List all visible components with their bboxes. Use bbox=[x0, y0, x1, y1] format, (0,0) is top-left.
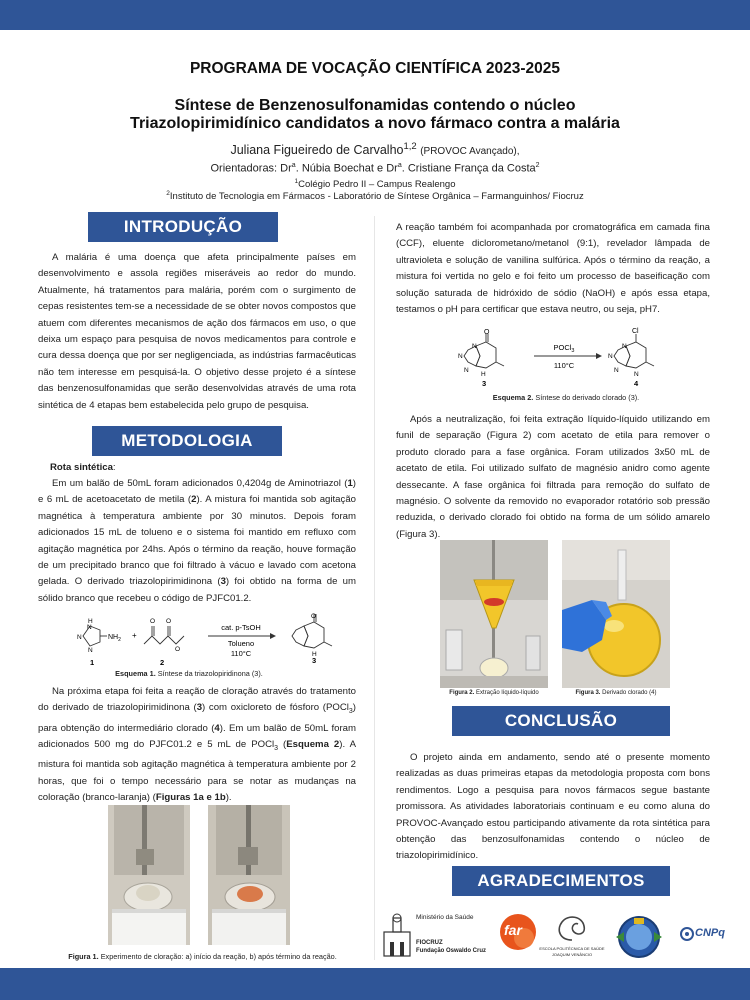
aff1-text: Colégio Pedro II – Campus Realengo bbox=[298, 179, 456, 191]
p2-d: ). Em um balão de 50mL foram adicionados 500 mg do PJFC01.2 e 5 mL de POCl bbox=[38, 722, 356, 751]
method-paragraph-1 bbox=[38, 476, 356, 607]
intro-paragraph: A malária é uma doença que afeta principalmente países em desenvolvimento e assola regiões miseráveis ao redor do mundo. Atualmente, há tratamentos para malária, porém com o surgimento de cepas resistentes tem-se a necessidade de se obter novos compostos que atuem com diferentes mecanismos de ação dos fármacos em uso, o que deixa um espaço para pesquisa de novos medicamentos para controle e cura dessa doença que por ser negligenciada, as indústrias farmacêuticas não tem interesse em pesquisá-la. O objetivo desse projeto é a síntese das benzenosulfonamidas que serão desenvolvidas através de uma rota sintética de 4 etapas bem estabelecida pelo grupo de pesquisa. bbox=[38, 252, 356, 411]
s1-atom-o2: O bbox=[166, 618, 172, 625]
s1-arrowhead bbox=[270, 633, 276, 639]
author-sup: 1,2 bbox=[403, 141, 417, 152]
p1-n2: 2 bbox=[191, 494, 197, 506]
fundacao-text: Fundação Oswaldo Cruz bbox=[416, 948, 487, 954]
p1-d: ) foi obtido na forma de um sólido branco que recebeu o código de PJFC01.2. bbox=[38, 576, 357, 604]
p1-b: ) e 6 mL de acetoacetato de metila ( bbox=[38, 478, 356, 506]
p2-sub: 3 bbox=[348, 708, 353, 716]
s1-reagent: cat. p-TsOH bbox=[221, 623, 261, 632]
s2-cap-bold: Esquema 2. bbox=[492, 393, 534, 402]
route-label: Rota sintética bbox=[50, 462, 113, 473]
s2-label-4: 4 bbox=[634, 379, 639, 388]
p1-n1: 1 bbox=[347, 478, 353, 489]
s1-cap-bold: Esquema 1. bbox=[115, 669, 156, 678]
figure-3-photo bbox=[562, 540, 670, 688]
p2-g: ). bbox=[225, 792, 232, 804]
aff2-sup: 2 bbox=[166, 190, 170, 197]
f1-cap-bold: Figura 1. bbox=[68, 952, 99, 961]
top-band bbox=[0, 0, 750, 30]
s1-atom-n1: N bbox=[87, 624, 92, 631]
figure-1b-photo bbox=[208, 805, 290, 945]
s2-arrowhead bbox=[596, 353, 602, 359]
figure-3-caption bbox=[562, 690, 670, 696]
far-logo bbox=[498, 908, 538, 960]
s2-reactant-n3: N bbox=[464, 367, 469, 374]
escola-text: ESCOLA POLITÉCNICA DE SAÚDE bbox=[539, 946, 605, 951]
f3-cap-bold: Figura 3. bbox=[575, 690, 601, 696]
advisor-sup-a2: a bbox=[397, 162, 402, 169]
s1-atom-n2: N bbox=[77, 634, 82, 641]
advisors-line: Orientadoras: Dr$^a$. Núbia Boechat e Dr$^a$. Cristiane França da Costa$^2$ bbox=[210, 162, 540, 175]
s1-plus: + bbox=[132, 631, 137, 640]
advisor-2: Cristiane França da Costa bbox=[407, 162, 536, 175]
fiocruz-logo bbox=[380, 910, 490, 960]
p2-sub2: 3 bbox=[274, 745, 279, 753]
cnpq-text: CNPq bbox=[695, 927, 725, 939]
s1-label-1: 1 bbox=[90, 658, 95, 667]
s1-temp: 110°C bbox=[230, 649, 252, 658]
s2-product-n1: N bbox=[608, 353, 613, 360]
s1-label-3: 3 bbox=[312, 656, 317, 665]
s2-reactant-o: O bbox=[484, 329, 490, 336]
s1-atom-n3: N bbox=[88, 647, 93, 654]
right-paragraph-2: Após a neutralização, foi feita extração líquido-líquido utilizando em funil de separação (Figura 2) com acetato de etila para remover o produto clorado para a fase orgânica. Foram utilizados 3x50 mL de acetato de etila. Foi utilizado sulfato de magnésio anidro como agente dessecante. A fase orgânica foi filtrada para remoção do sulfato de magnésio. O solvente da removido no evaporador rotatório sob pressão reduzida, o derivado clorado foi obtido na forma de um sólido amarelo (Figura 3). bbox=[396, 414, 710, 540]
s2-cap-text: Síntese do derivado clorado (3). bbox=[535, 393, 640, 402]
ack-heading: AGRADECIMENTOS bbox=[452, 866, 670, 896]
f1-cap-text: Experimento de cloração: a) início da reação, b) após término da reação. bbox=[100, 952, 337, 961]
advisor-sup-a1: a bbox=[291, 162, 296, 169]
p2-fig: Figuras 1a e 1b bbox=[155, 792, 226, 804]
far-text: far bbox=[504, 922, 522, 938]
s1-label-2: 2 bbox=[160, 658, 165, 667]
p2-f: ). A mistura foi mantida sob agitação magnética à temperatura ambiente por 2 horas, que foi o tempo necessário para se notar as mudanças na coloração (branco-laranja) ( bbox=[38, 739, 356, 804]
s2-reactant-n1: N bbox=[458, 353, 463, 360]
s1-product-o: O bbox=[311, 613, 317, 620]
affiliation-2 bbox=[0, 190, 750, 202]
compound-4-structure bbox=[614, 334, 654, 368]
p2-n3: 3 bbox=[196, 702, 203, 714]
p2-n4: 4 bbox=[214, 722, 220, 734]
s1-product-h: H bbox=[312, 651, 317, 658]
s2-temp: 110°C bbox=[553, 361, 575, 370]
s1-atom-o3: O bbox=[175, 646, 181, 653]
figure-2-photo bbox=[440, 540, 548, 688]
advisors-prefix: Orientadoras: Dr bbox=[210, 162, 292, 175]
s2-product-n2: N bbox=[622, 343, 627, 350]
f3-cap-text: Derivado clorado (4) bbox=[602, 690, 657, 696]
bottom-band bbox=[0, 968, 750, 1000]
author-note: (PROVOC Avançado), bbox=[420, 146, 520, 158]
conclusion-heading: CONCLUSÃO bbox=[452, 706, 670, 736]
s2-reagent: POCl$_3$ bbox=[553, 343, 575, 354]
method-heading: METODOLOGIA bbox=[92, 426, 282, 456]
s1-atom-h: H bbox=[88, 618, 93, 625]
scheme-2 bbox=[454, 326, 684, 394]
program-title: PROGRAMA DE VOCAÇÃO CIENTÍFICA 2023-2025 bbox=[189, 60, 561, 77]
conclusion-paragraph: O projeto ainda em andamento, sendo até o presente momento realizadas as duas primeiras etapas da metodologia proposta com bons rendimentos. Logo a pesquisa para novos fármacos segue bastante promissora. As atividades laboratoriais continuam e eu como aluna do PROVOC-Avançado estou participando ativamente da rota sintética para obtenção das benzosulfonamidas contendo o núcleo de triazolopirimidínico. bbox=[396, 752, 710, 862]
column-divider bbox=[374, 216, 375, 960]
aff1-sup: 1 bbox=[294, 178, 299, 185]
method-paragraph-2 bbox=[38, 684, 356, 807]
compound-3-structure bbox=[464, 334, 504, 368]
advisor-sup-2: 2 bbox=[535, 162, 540, 169]
s1-atom-o1: O bbox=[150, 618, 156, 625]
intro-heading: INTRODUÇÃO bbox=[88, 212, 278, 242]
fiocruz-text: FIOCRUZ bbox=[416, 940, 443, 946]
author-name: Juliana Figueiredo de Carvalho bbox=[230, 143, 404, 158]
ministry-text: Ministério da Saúde bbox=[416, 914, 474, 921]
s2-reactant-n2: N bbox=[472, 343, 477, 350]
s1-solvent: Tolueno bbox=[227, 639, 255, 648]
p1-c: ). A mistura foi mantida sob agitação magnética à temperatura ambiente por 30 minutos. Depois foram adicionados 15 mL de tolueno e o sistema foi mantido em refluxo com agitação magnética por 24hs. Após o término da reação, houve formação de um precipitado branco que foi filtrado à vácuo e lavado com acetona gelada. O derivado triazolopirimidinona ( bbox=[38, 494, 356, 588]
title-line-2: Triazolopirimidínico candidatos a novo fármaco contra a malária bbox=[130, 115, 620, 132]
scheme-1 bbox=[74, 612, 354, 668]
joaquim-text: JOAQUIM VENÂNCIO bbox=[551, 952, 593, 957]
p2-e: ( bbox=[278, 739, 287, 751]
f2-cap-text: Extração líquido-líquido bbox=[475, 690, 539, 696]
p2-a: Na próxima etapa foi feita a reação de cloração através do tratamento do derivado de triazolopirimidinona ( bbox=[38, 686, 356, 714]
s2-product-n3: N bbox=[614, 367, 619, 374]
s2-reactant-h: H bbox=[481, 371, 486, 378]
figure-1-caption bbox=[60, 952, 345, 961]
aff2-text: Instituto de Tecnologia em Fármacos - Laboratório de Síntese Orgânica – Farmanguinhos/ Fiocruz bbox=[169, 191, 584, 203]
s1-nh2: $NH_2$ bbox=[108, 634, 121, 643]
scheme-1-caption bbox=[74, 669, 304, 678]
right-paragraph-1: A reação também foi acompanhada por cromatográfica em camada fina (CCF), eluente diclorometano/metanol (9:1), revelador lâmpada de ultravioleta e solução de vanilina sulfúrica. Após o término da reação, a mistura foi vertida no gelo e foi feito um processo de baseificação com solução saturada de hidróxido de sódio (NaOH) e após essa etapa, testamos o pH para certificar que estava neutro, ou seja, pH7. bbox=[396, 222, 710, 316]
escola-logo bbox=[538, 910, 606, 962]
cnpq-logo bbox=[680, 925, 728, 945]
f2-cap-bold: Figura 2. bbox=[449, 690, 475, 696]
s2-product-n4: N bbox=[634, 371, 639, 378]
p2-b: ) com oxicloreto de fósforo (POCl bbox=[202, 702, 349, 714]
s2-product-cl: Cl bbox=[632, 328, 639, 335]
p2-esq: Esquema 2 bbox=[286, 739, 340, 751]
affiliation-1 bbox=[0, 178, 750, 190]
p1-a: Em um balão de 50mL foram adicionados 0,4204g de Aminotriazol ( bbox=[52, 478, 348, 489]
poster-title bbox=[0, 97, 750, 133]
figure-1a-photo bbox=[108, 805, 190, 945]
s1-cap-text: Síntese da triazolopiridinona (3). bbox=[157, 669, 263, 678]
s2-label-3: 3 bbox=[482, 379, 487, 388]
author-line bbox=[0, 141, 750, 157]
route-colon: : bbox=[112, 462, 116, 473]
title-line-1: Síntese de Benzenosulfonamidas contendo o núcleo bbox=[174, 97, 576, 114]
scheme-2-caption bbox=[466, 393, 666, 402]
p1-n3: 3 bbox=[220, 576, 226, 588]
colegio-pedro-ii-seal bbox=[612, 912, 666, 962]
method-route-label bbox=[38, 460, 356, 476]
p2-c: ) para obtenção do intermediário clorado ( bbox=[38, 702, 356, 734]
figure-2-caption bbox=[440, 690, 548, 696]
acetoacetate-structure bbox=[144, 626, 184, 644]
advisor-1: Núbia Boechat e Dr bbox=[301, 162, 398, 175]
